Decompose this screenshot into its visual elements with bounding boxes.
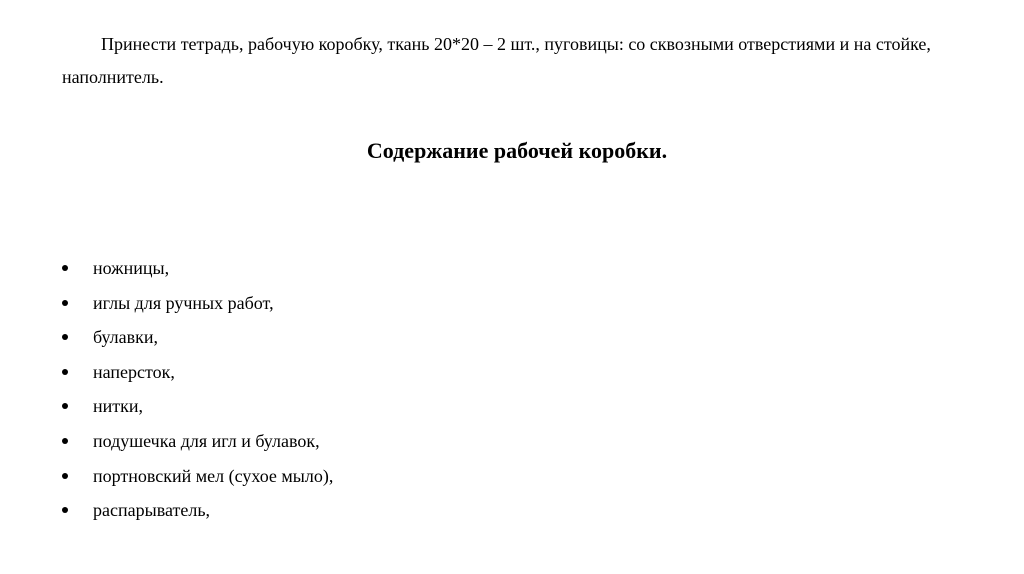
list-item-text: нитки, [93, 396, 144, 417]
bullet-icon [62, 473, 68, 479]
list-item-text: распарыватель, [93, 500, 211, 521]
list-item-text: булавки, [93, 327, 159, 348]
list-item-text: портновский мел (сухое мыло), [93, 465, 334, 486]
bullet-icon [62, 300, 68, 306]
section-heading: Содержание рабочей коробки. [366, 138, 668, 163]
intro-paragraph: Принести тетрадь, рабочую коробку, ткань 20*20 – 2 шт., пуговицы: со сквозными отверстиями и на стойке, наполнитель. [62, 34, 931, 87]
bullet-icon [62, 403, 68, 409]
list-item-text: ножницы, [93, 258, 170, 278]
bullet-icon [62, 507, 68, 513]
bullet-icon [62, 265, 68, 271]
list-item-text: наперсток, [93, 361, 175, 382]
bullet-icon [62, 438, 68, 444]
list-item-text: подушечка для игл и булавок, [93, 430, 320, 451]
bullet-icon [62, 369, 68, 375]
list-item-text: иглы для ручных работ, [93, 292, 274, 313]
bullet-icon [62, 334, 68, 340]
